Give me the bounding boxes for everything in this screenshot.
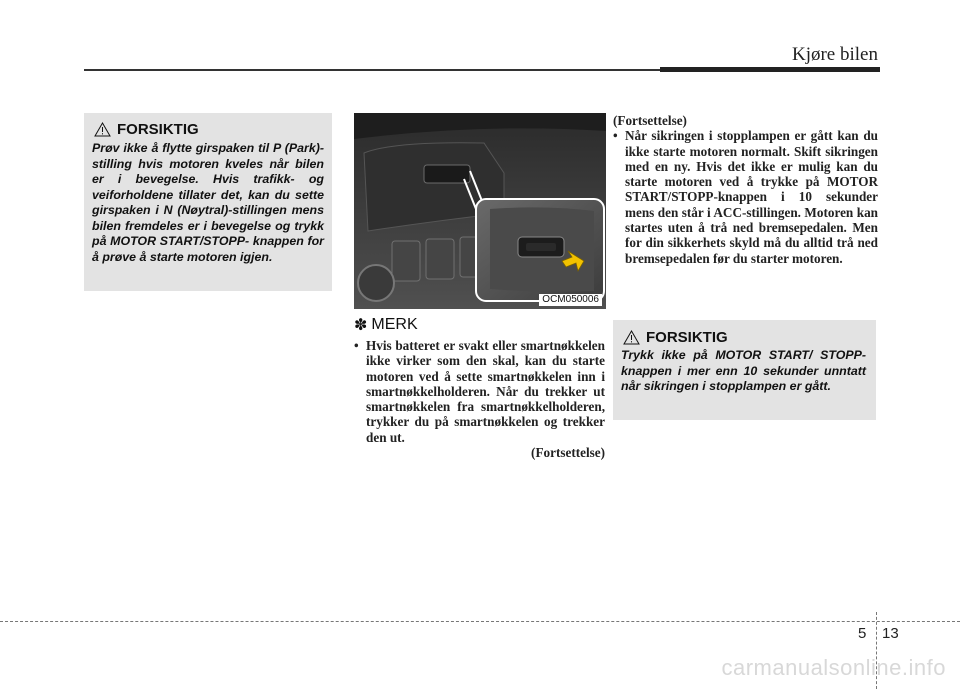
caution-heading	[613, 320, 876, 346]
continued-label: (Fortsettelse)	[613, 113, 687, 128]
right-column-text	[613, 113, 878, 266]
bullet-dot: •	[613, 128, 618, 144]
caution-box-left	[84, 113, 332, 291]
note-heading	[354, 315, 418, 335]
page-number: 13	[882, 625, 899, 642]
photo-code: OCM050006	[539, 294, 602, 306]
warning-triangle-icon	[623, 330, 640, 345]
header-rule-accent	[660, 67, 880, 72]
note-text: Hvis batteret er svakt eller smartnøkkelen ikke virker som den skal, kan du starte motoren ved å sette smartnøkkelen inn i smartnøkkelholderen. Når du trekker ut smartnøkkelen fra smartnøkkelholderen, trykker du på smartnøkkelen og trekker den ut.	[366, 338, 605, 445]
warning-triangle-icon	[94, 122, 111, 137]
list-item	[354, 338, 605, 445]
watermark: carmanualsonline.info	[721, 655, 946, 680]
caution-title: FORSIKTIG	[117, 121, 199, 138]
note-symbol-icon: ✽	[354, 317, 368, 334]
caution-title: FORSIKTIG	[646, 329, 728, 346]
caution-text: Prøv ikke å flytte girspaken til P (Park)-stilling hvis motoren kveles når bilen er i bevegelse. Hvis trafikk- og veiforholdene tillater det, kan du sette girspaken i N (Nøytral)-stillingen mens bilen fremdeles er i bevegelse og trykk på MOTOR START/STOPP- knappen for å prøve å starte motoren igjen.	[92, 141, 324, 264]
header-title: Kjøre bilen	[791, 44, 878, 65]
chapter-number: 5	[858, 625, 867, 642]
caution-box-right	[613, 320, 876, 420]
bullet-dot: •	[354, 338, 359, 353]
footer-rule	[0, 621, 960, 622]
caution-text: Trykk ikke på MOTOR START/ STOPP-knappen i mer enn 10 sekunder unntatt når sikringen i stopplampen er gått.	[621, 348, 866, 393]
list-item	[613, 128, 878, 266]
note-body	[354, 338, 605, 460]
continued-label: (Fortsettelse)	[531, 445, 605, 461]
photo-smartkey-holder	[354, 113, 606, 309]
fuse-text: Når sikringen i stopplampen er gått kan du ikke starte motoren normalt. Skift sikringen med en ny. Hvis det ikke er mulig kan du starte motoren ved å trykke på MOTOR START/STOPP-knappen i 10 sekunder mens den står i ACC-stillingen. Motoren kan startes uten å trå ned bremsepedalen. Men for din sikkerhets skyld må du alltid trå ned bremsepedalen før du starter motoren.	[625, 128, 878, 266]
caution-heading	[84, 113, 332, 138]
note-title: MERK	[371, 316, 418, 333]
